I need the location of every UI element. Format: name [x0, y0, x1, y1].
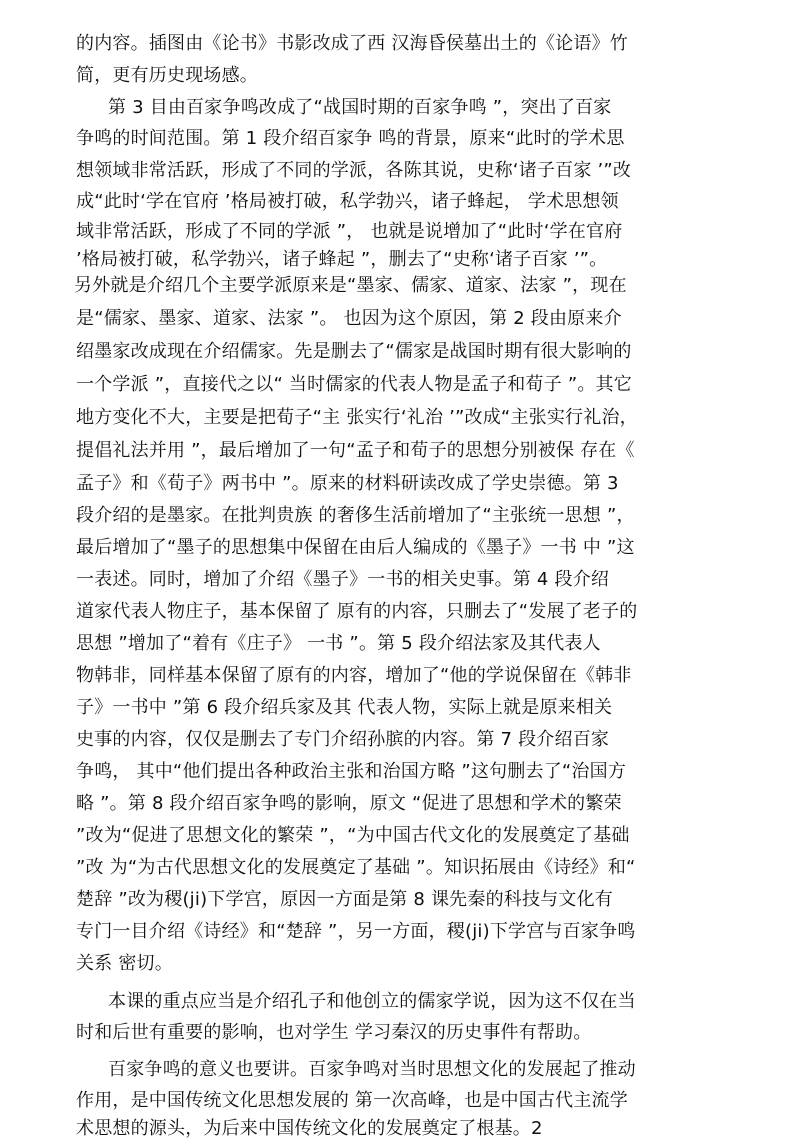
paragraph-line: 想领域非常活跃，形成了不同的学派，各陈其说，史称‘诸子百家 ’”改 [76, 160, 632, 181]
paragraph-line: 段介绍的是墨家。在批判贵族 的奢侈生活前增加了“主张统一思想 ”， [76, 505, 635, 526]
paragraph-line: 域非常活跃，形成了不同的学派 ”， 也就是说增加了“此时‘学在官府 [76, 221, 623, 242]
paragraph-line: 百家争鸣的意义也要讲。百家争鸣对当时思想文化的发展起了推动 [108, 1059, 636, 1080]
paragraph-line: 最后增加了“墨子的思想集中保留在由后人编成的《墨子》一书 中 ”这 [76, 537, 635, 558]
paragraph-line: 孟子》和《荀子》两书中 ”。原来的材料研读改成了学史崇德。第 3 [76, 473, 619, 494]
paragraph-line: 绍墨家改成现在介绍儒家。先是删去了“儒家是战国时期有很大影响的 [76, 341, 632, 362]
paragraph-line: 争鸣的时间范围。第 1 段介绍百家争 鸣的背景，原来“此时的学术思 [76, 128, 625, 149]
paragraph-line: 一表述。同时，增加了介绍《墨子》一书的相关史事。第 4 段介绍 [76, 569, 610, 590]
paragraph-line: 术思想的源头，为后来中国传统文化的发展奠定了根基。2 [76, 1118, 543, 1139]
paragraph-line: 是“儒家、墨家、道家、法家 ”。 也因为这个原因，第 2 段由原来介 [76, 308, 622, 329]
paragraph-line: 提倡礼法并用 ”，最后增加了一句“孟子和荀子的思想分别被保 存在《 [76, 440, 635, 461]
paragraph-line: 地方变化不大，主要是把荀子“主 张实行‘礼治 ’”改成“主张实行礼治， [76, 407, 638, 428]
paragraph-line: 道家代表人物庄子，基本保留了 原有的内容，只删去了“发展了老子的 [76, 601, 638, 622]
paragraph-line: 第 3 目由百家争鸣改成了“战国时期的百家争鸣 ”，突出了百家 [108, 97, 612, 118]
paragraph-line: 简，更有历史现场感。 [76, 65, 258, 86]
paragraph-line: 思想 ”增加了“着有《庄子》 一书 ”。第 5 段介绍法家及其代表人 [76, 633, 601, 654]
paragraph-line: 物韩非，同样基本保留了原有的内容，增加了“他的学说保留在《韩非 [76, 665, 632, 686]
paragraph-line: 史事的内容，仅仅是删去了专门介绍孙膑的内容。第 7 段介绍百家 [76, 729, 610, 750]
paragraph-line: 子》一书中 ”第 6 段介绍兵家及其 代表人物，实际上就是原来相关 [76, 697, 613, 718]
paragraph-line: 另外就是介绍几个主要学派原来是“墨家、儒家、道家、法家 ”，现在 [74, 275, 627, 296]
paragraph-line: 争鸣， 其中“他们提出各种政治主张和治国方略 ”这句删去了“治国方 [76, 761, 627, 782]
paragraph-line: 成“此时‘学在官府 ’格局被打破，私学勃兴，诸子蜂起， 学术思想领 [76, 191, 619, 212]
paragraph-line: 专门一目介绍《诗经》和“楚辞 ”，另一方面，稷(ji)下学宫与百家争鸣 [76, 921, 636, 942]
paragraph-line: ”改为“促进了思想文化的繁荣 ”，“为中国古代文化的发展奠定了基础 [76, 825, 630, 846]
paragraph-line: 略 ”。第 8 段介绍百家争鸣的影响，原文 “促进了思想和学术的繁荣 [76, 793, 622, 814]
paragraph-line: ’格局被打破，私学勃兴，诸子蜂起 ”，删去了“史称‘诸子百家 ’”。 [76, 249, 608, 270]
paragraph-line: 一个学派 ”，直接代之以“ 当时儒家的代表人物是孟子和荀子 ”。其它 [76, 374, 632, 395]
paragraph-line: 时和后世有重要的影响，也对学生 学习秦汉的历史事件有帮助。 [76, 1022, 592, 1043]
paragraph-line: 作用，是中国传统文化思想发展的 第一次高峰，也是中国古代主流学 [76, 1090, 628, 1111]
paragraph-line: 本课的重点应当是介绍孔子和他创立的儒家学说，因为这不仅在当 [108, 991, 636, 1012]
paragraph-line: 关系 密切。 [76, 953, 173, 974]
paragraph-line: 楚辞 ”改为稷(ji)下学宫，原因一方面是第 8 课先秦的科技与文化有 [76, 889, 613, 910]
paragraph-line: 的内容。插图由《论书》书影改成了西 汉海昏侯墓出土的《论语》竹 [76, 33, 628, 54]
paragraph-line: ”改 为“为古代思想文化的发展奠定了基础 ”。知识拓展由《诗经》和“ [76, 857, 636, 878]
